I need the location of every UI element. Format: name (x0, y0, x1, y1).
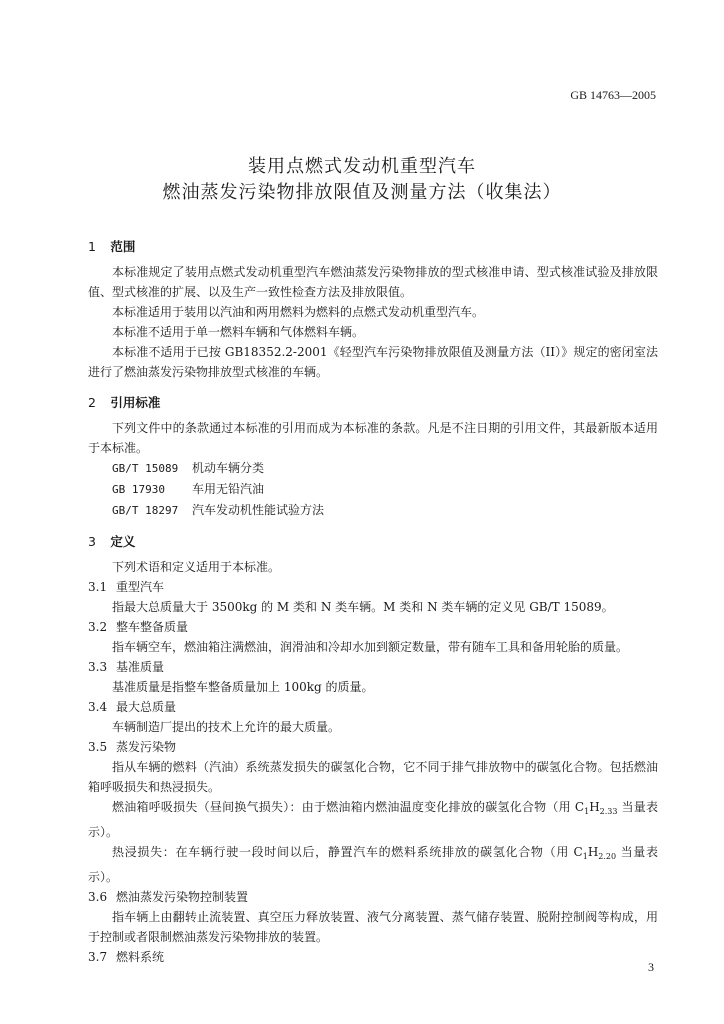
definition-text: 指车辆空车，燃油箱注满燃油，润滑油和冷却水加到额定数量，带有随车工具和备用轮胎的质量。 (112, 640, 629, 654)
section-title: 定义 (110, 534, 136, 549)
definition-text: 车辆制造厂提出的技术上允许的最大质量。 (112, 720, 341, 734)
definition-term: 蒸发污染物 (116, 740, 177, 754)
definition-heading (88, 947, 658, 967)
definition-term: 燃油蒸发污染物控制装置 (116, 890, 249, 904)
reference-name: 汽车发动机性能试验方法 (192, 503, 325, 517)
definition-text: 指最大总质量大于 3500kg 的 M 类和 N 类车辆。M 类和 N 类车辆的定义见 GB/T 15089。 (112, 600, 614, 614)
text-fragment: 当量表示）。 (88, 800, 658, 839)
section-heading-scope (88, 238, 658, 255)
subscript: 2.20 (598, 852, 617, 861)
paragraph: 下列术语和定义适用于本标准。 (112, 560, 281, 574)
definition-term: 整车整备质量 (116, 620, 189, 634)
definition-heading (88, 617, 658, 637)
document-title-line1: 装用点燃式发动机重型汽车 (248, 156, 476, 177)
paragraph: 本标准不适用于单一燃料车辆和气体燃料车辆。 (112, 325, 365, 339)
breathing-loss-text (88, 797, 658, 842)
subscript: 1 (582, 852, 588, 861)
paragraph: 本标准不适用于已按 GB18352.2-2001《轻型汽车污染物排放限值及测量方法（II）》规定的密闭室法进行了燃油蒸发污染物排放型式核准的车辆。 (88, 345, 658, 379)
text-fragment: 当量表示）。 (88, 845, 658, 884)
definition-term: 燃料系统 (116, 950, 165, 964)
section-heading-definitions (88, 533, 658, 550)
section-title: 范围 (110, 239, 136, 254)
section-title: 引用标准 (110, 395, 161, 410)
paragraph: 本标准适用于装用以汽油和两用燃料为燃料的点燃式发动机重型汽车。 (112, 305, 485, 319)
reference-item (88, 458, 658, 479)
section-heading-references (88, 394, 658, 411)
section-number: 3 (88, 534, 96, 549)
reference-name: 机动车辆分类 (192, 461, 265, 475)
text-fragment: H (589, 800, 600, 814)
clause-number: 3.1 (88, 580, 108, 594)
document-body (88, 238, 658, 967)
hot-soak-loss-text (88, 842, 658, 887)
definition-heading (88, 657, 658, 677)
clause-number: 3.4 (88, 700, 108, 714)
definition-term: 重型汽车 (116, 580, 165, 594)
section-number: 2 (88, 395, 96, 410)
clause-number: 3.3 (88, 660, 108, 674)
text-fragment: H (587, 845, 599, 859)
definition-text: 指从车辆的燃料（汽油）系统蒸发损失的碳氢化合物，它不同于排气排放物中的碳氢化合物。包括燃油箱呼吸损失和热浸损失。 (88, 760, 658, 794)
paragraph: 本标准规定了装用点燃式发动机重型汽车燃油蒸发污染物排放的型式核准申请、型式核准试验及排放限值、型式核准的扩展、以及生产一致性检查方法及排放限值。 (88, 265, 658, 299)
reference-item (88, 500, 658, 521)
subscript: 2.33 (599, 807, 618, 816)
definition-heading (88, 887, 658, 907)
definition-text: 指车辆上由翻转止流装置、真空压力释放装置、液气分离装置、蒸气储存装置、脱附控制阀等构成，用于控制或者限制燃油蒸发污染物排放的装置。 (88, 910, 658, 944)
definition-heading (88, 737, 658, 757)
section-number: 1 (88, 239, 96, 254)
paragraph: 下列文件中的条款通过本标准的引用而成为本标准的条款。凡是不注日期的引用文件，其最新版本适用于本标准。 (88, 421, 658, 455)
reference-item (88, 479, 658, 500)
text-fragment: 热浸损失：在车辆行驶一段时间以后，静置汽车的燃料系统排放的碳氢化合物（用 C (112, 845, 583, 859)
clause-number: 3.7 (88, 950, 108, 964)
document-title-line2: 燃油蒸发污染物排放限值及测量方法（收集法） (162, 182, 562, 203)
page-number: 3 (648, 960, 654, 974)
definition-heading (88, 697, 658, 717)
clause-number: 3.5 (88, 740, 108, 754)
subscript: 1 (584, 807, 590, 816)
clause-number: 3.2 (88, 620, 108, 634)
definition-heading (88, 577, 658, 597)
reference-code: GB 17930 (112, 483, 165, 496)
standard-code: GB 14763—2005 (570, 88, 656, 102)
reference-name: 车用无铅汽油 (192, 482, 265, 496)
definition-term: 最大总质量 (116, 700, 177, 714)
text-fragment: 燃油箱呼吸损失（昼间换气损失）：由于燃油箱内燃油温度变化排放的碳氢化合物（用 C (112, 800, 585, 814)
reference-code: GB/T 18297 (112, 504, 179, 517)
definition-term: 基准质量 (116, 660, 165, 674)
definition-text: 基准质量是指整车整备质量加上 100kg 的质量。 (112, 680, 374, 694)
clause-number: 3.6 (88, 890, 108, 904)
reference-code: GB/T 15089 (112, 462, 179, 475)
